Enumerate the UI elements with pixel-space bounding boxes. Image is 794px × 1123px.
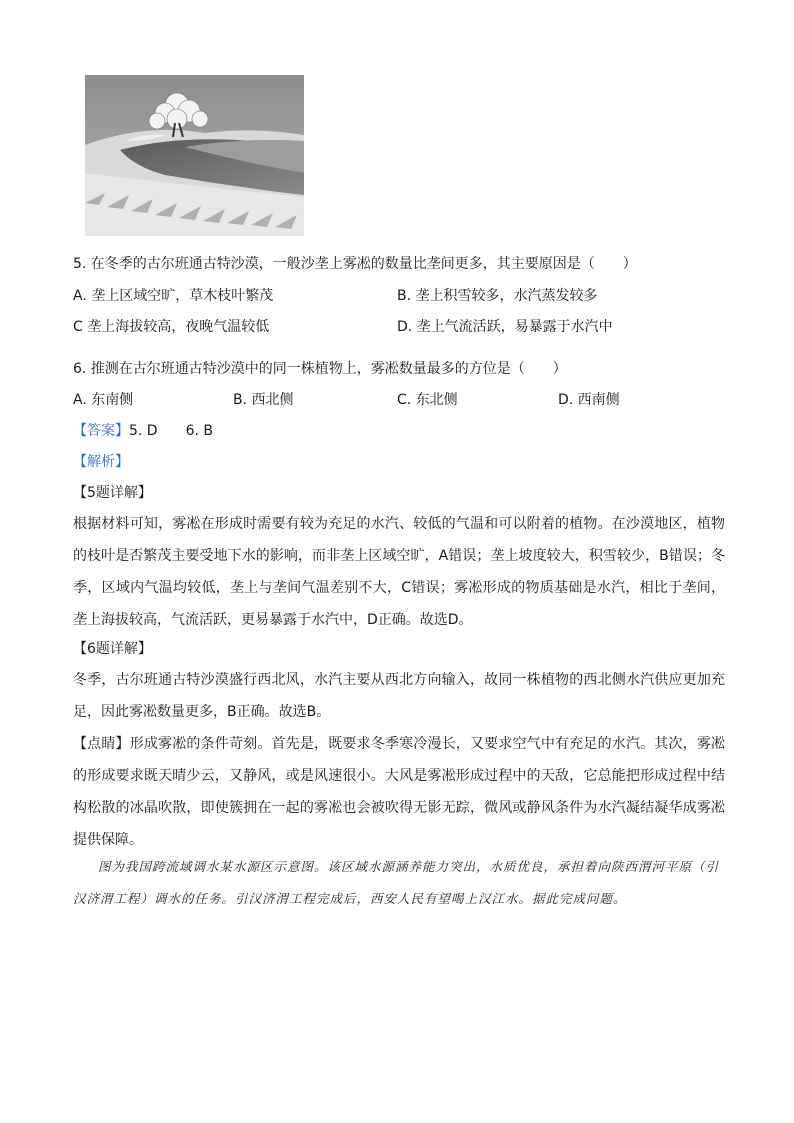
question-6-stem: 6. 推测在古尔班通古特沙漠中的同一株植物上，雾凇数量最多的方位是（ ） (73, 361, 567, 377)
question-5-option-b: B. 垄上积雪较多，水汽蒸发较多 (397, 288, 598, 304)
detail-5-title: 【5题详解】 (73, 485, 152, 501)
answer-line (73, 421, 213, 441)
answer-text: 5. D 6. B (129, 423, 213, 439)
next-section-intro: 图为我国跨流域调水某水源区示意图。该区域水源涵养能力突出，水质优良，承担着向陕西渭河平原（引汉济渭工程）调水的任务。引汉济渭工程完成后，西安人民有望喝上汉江水。据此完成问题。 (73, 859, 720, 906)
question-5-option-c: C 垄上海拔较高，夜晚气温较低 (73, 319, 270, 335)
tip-tag: 【点睛】 (73, 736, 130, 752)
question-6-option-c: C. 东北侧 (397, 392, 458, 408)
detail-6-title: 【6题详解】 (73, 641, 152, 657)
question-6-option-a: A. 东南侧 (73, 392, 134, 408)
analysis-tag: 【解析】 (73, 454, 129, 470)
desert-rime-photo (85, 75, 304, 236)
question-5-option-d: D. 垄上气流活跃，易暴露于水汽中 (397, 319, 613, 335)
detail-6-text: 冬季，古尔班通古特沙漠盛行西北风，水汽主要从西北方向输入，故同一株植物的西北侧水汽供应更加充足，因此雾凇数量更多，B正确。故选B。 (73, 672, 725, 720)
answer-tag: 【答案】 (73, 423, 129, 439)
detail-5-text: 根据材料可知，雾凇在形成时需要有较为充足的水汽、较低的气温和可以附着的植物。在沙漠地区，植物的枝叶是否繁茂主要受地下水的影响，而非垄上区域空旷，A错误；垄上坡度较大，积雪较少，B错误；冬季，区域内气温均较低，垄上与垄间气温差别不大，C错误；雾凇形成的物质基础是水汽，相比于垄间，垄上海拔较高，气流活跃，更易暴露于水汽中，D正确。故选D。 (73, 516, 725, 628)
question-6-option-d: D. 西南侧 (558, 392, 620, 408)
tip-paragraph (73, 728, 725, 856)
tip-text: 形成雾凇的条件苛刻。首先是，既要求冬季寒冷漫长，又要求空气中有充足的水汽。其次，雾凇的形成要求既天晴少云，又静风，或是风速很小。大风是雾凇形成过程中的天敌，它总能把形成过程中结构松散的冰晶吹散，即使簇拥在一起的雾凇也会被吹得无影无踪，微风或静风条件为水汽凝结凝华成雾凇提供保障。 (73, 736, 726, 848)
question-5-stem: 5. 在冬季的古尔班通古特沙漠，一般沙垄上雾凇的数量比垄间更多，其主要原因是（ ） (73, 256, 637, 272)
question-5-option-a: A. 垄上区域空旷，草木枝叶繁茂 (73, 288, 274, 304)
question-6-option-b: B. 西北侧 (233, 392, 294, 408)
